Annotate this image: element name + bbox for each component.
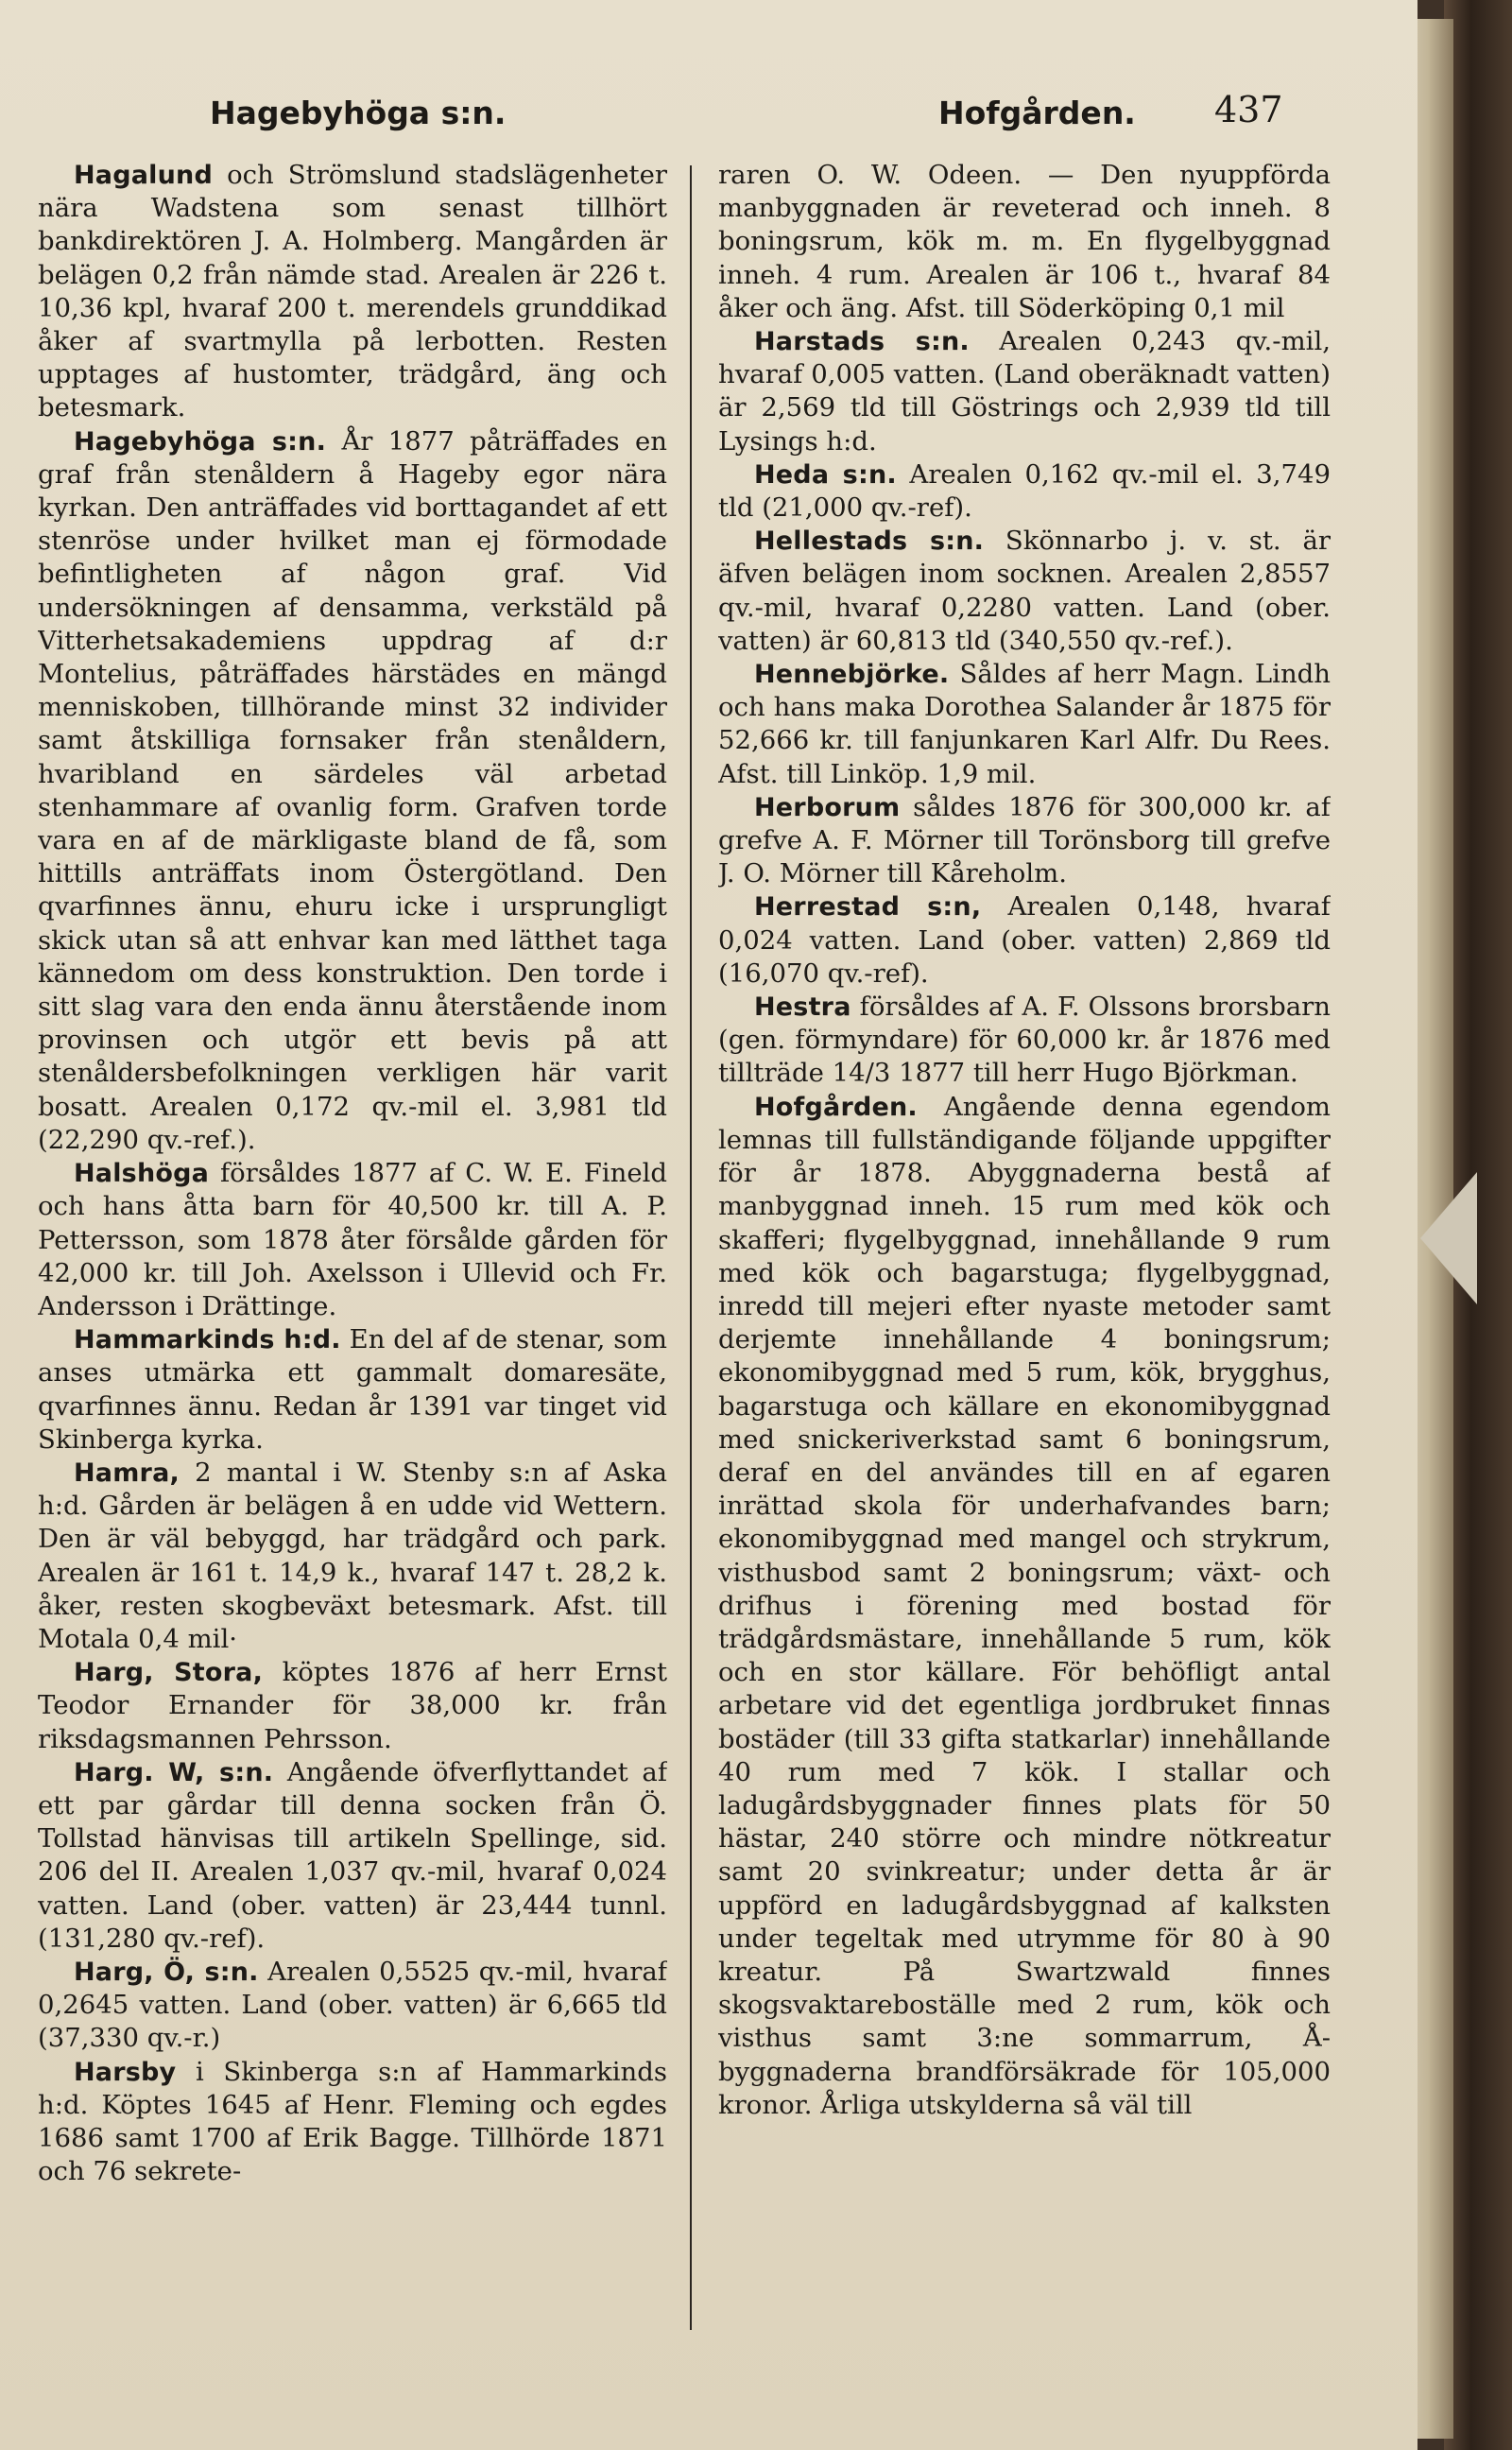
entry-text: Skönnarbo j. v. st. är äfven belägen inom socknen. Arealen 2,8557 qv.-mil, hvaraf 0,2280 vatten. Land (ober. vatten) är 60,813 tld (340,550 qv.-ref.).	[718, 526, 1331, 656]
entry-headword: Harsby	[74, 2057, 177, 2087]
entry-text: Arealen 0,162 qv.-mil el. 3,749 tld (21,000 qv.-ref).	[718, 458, 1331, 524]
dictionary-entry	[718, 991, 1331, 1091]
entry-text: Arealen 0,148, hvaraf 0,024 vatten. Land (ober. vatten) 2,869 tld (16,070 qv.-ref).	[718, 891, 1331, 989]
entry-headword: Halshöga	[74, 1159, 210, 1189]
entry-headword: Harstads s:n.	[754, 327, 970, 357]
dictionary-entry	[718, 325, 1331, 458]
dictionary-entry	[38, 425, 667, 1157]
left-text-column	[38, 159, 667, 2342]
entry-headword: Harg, Ö, s:n.	[74, 1957, 259, 1987]
dictionary-entry	[38, 1956, 667, 2056]
entry-text: 2 mantal i W. Stenby s:n af Aska h:d. Gården är belägen å en udde vid Wettern. Den är väl bebyggd, har trädgård och park. Arealen är 161 t. 14,9 k., hvaraf 147 t. 28,2 k. åker, resten skogbeväxt betesmark. Afst. till Motala 0,4 mil·	[38, 1457, 667, 1654]
dictionary-entry	[38, 1756, 667, 1956]
entry-text: och Strömslund stadslägenheter nära Wadstena som senast tillhört bankdirektören J. A. Holmberg. Mangården är belägen 0,2 från nämde stad. Arealen är 226 t. 10,36 kpl, hvaraf 200 t. merendels grunddikad åker af svartmylla på lerbotten. Resten upptages af hustomter, trädgård, äng och betesmark.	[38, 160, 667, 423]
entry-headword: Hellestads s:n.	[754, 526, 985, 557]
entry-headword: Hofgården.	[754, 1092, 918, 1122]
dictionary-entry	[718, 791, 1331, 891]
dictionary-entry	[38, 2056, 667, 2189]
entry-text: försåldes af A. F. Olssons brorsbarn (gen. förmyndare) för 60,000 kr. år 1876 med tillträde 14/3 1877 till herr Hugo Björkman.	[718, 992, 1331, 1089]
dictionary-entry	[38, 1323, 667, 1457]
entry-text: försåldes 1877 af C. W. E. Fineld och hans åtta barn för 40,500 kr. till A. P. Pettersson, som 1878 åter försålde gården för 42,000 kr. till Joh. Axelsson i Ullevid och Fr. Andersson i Drättinge.	[38, 1158, 667, 1321]
entry-text: En del af de stenar, som anses utmärka ett gammalt domaresäte, qvarfinnes ännu. Redan år 1391 var tinget vid Skinberga kyrka.	[38, 1324, 667, 1455]
entry-text: såldes 1876 för 300,000 kr. af grefve A. F. Mörner till Torönsborg till grefve J. O. Mörner till Kåreholm.	[718, 791, 1331, 889]
entry-headword: Hagalund	[74, 161, 213, 190]
entry-headword: Hestra	[754, 992, 851, 1023]
dictionary-entry	[38, 1157, 667, 1323]
entry-text: i Skinberga s:n af Hammarkinds h:d. Köptes 1645 af Henr. Fleming och egdes 1686 samt 1700 af Erik Bagge. Tillhörde 1871 och 76 sekrete-	[38, 2056, 667, 2187]
entry-text: Arealen 0,243 qv.-mil, hvaraf 0,005 vatten. (Land oberäknadt vatten) är 2,569 tld till Göstrings och 2,939 tld till Lysings h:d.	[718, 326, 1331, 457]
entry-headword: Herrestad s:n,	[754, 892, 982, 923]
dictionary-entry	[718, 658, 1331, 791]
page-header	[0, 89, 1418, 142]
dictionary-entry	[718, 159, 1331, 325]
entry-text: Såldes af herr Magn. Lindh och hans maka Dorothea Salander år 1875 för 52,666 kr. till fanjunkaren Karl Alfr. Du Rees. Afst. till Linköp. 1,9 mil.	[718, 659, 1331, 789]
dictionary-entry	[38, 1656, 667, 1756]
right-running-head: Hofgården.	[938, 95, 1136, 131]
page-number: 437	[1214, 89, 1283, 130]
entry-text: Angående öfverflyttandet af ett par gårdar till denna socken från Ö. Tollstad hänvisas till artikeln Spellinge, sid. 206 del II. Arealen 1,037 qv.-mil, hvaraf 0,024 vatten. Land (ober. vatten) är 23,444 tunnl. (131,280 qv.-ref).	[38, 1756, 667, 1954]
entry-headword: Harg, Stora,	[74, 1658, 264, 1688]
entry-text: År 1877 påträffades en graf från stenåldern å Hageby egor nära kyrkan. Den anträffades vid borttagandet af ett stenröse under hvilket man ej förmodade befintligheten af någon graf. Vid undersökningen af densamma, verkstäld på Vitterhetsakademiens uppdrag af d:r Montelius, påträffades härstädes en mängd menniskoben, tillhörande minst 32 individer samt åtskilliga fornsaker från stenåldern, hvaribland en särdeles väl arbetad stenhammare af ovanlig form. Grafven torde vara en af de märkligaste bland de få, som hittills anträffats inom Östergötland. Den qvarfinnes ännu, ehuru icke i ursprungligt skick utan så att enhvar kan med lätthet taga kännedom om dess konstruktion. Den torde i sitt slag vara den enda ännu återstående inom provinsen och utgör ett bevis på att stenåldersbefolkningen verkligen här varit bosatt. Arealen 0,172 qv.-mil el. 3,981 tld (22,290 qv.-ref.).	[38, 425, 667, 1155]
column-divider	[690, 165, 692, 2330]
entry-headword: Herborum	[754, 792, 901, 822]
dictionary-entry	[718, 890, 1331, 991]
entry-headword: Hagebyhöga s:n.	[74, 426, 327, 457]
entry-headword: Hennebjörke.	[754, 660, 950, 690]
right-text-column	[718, 159, 1331, 2342]
dictionary-entry	[38, 159, 667, 425]
entry-headword: Hamra,	[74, 1458, 180, 1488]
entry-headword: Heda s:n.	[754, 459, 897, 490]
left-running-head: Hagebyhöga s:n.	[210, 95, 507, 131]
dictionary-entry	[38, 1457, 667, 1656]
entry-headword: Hammarkinds h:d.	[74, 1325, 341, 1355]
entry-text: Angående denna egendom lemnas till fullständigande följande uppgifter för år 1878. Abyggnaderna bestå af manbyggnad inneh. 15 rum med kök och skafferi; flygelbyggnad, innehållande 9 rum med kök och bagarstuga; flygelbyggnad, inredd till mejeri efter nyaste metoder samt derjemte innehållande 4 boningsrum; ekonomibyggnad med 5 rum, kök, brygghus, bagarstuga och källare en ekonomibyggnad med snickeriverkstad samt 6 boningsrum, deraf en del användes till en af egaren inrättad skola för underhafvandes barn; ekonomibyggnad med mangel och strykrum, visthusbod samt 2 boningsrum; växt- och drifhus i förening med bostad för trädgårdsmästare, innehållande 5 rum, kök och en stor källare. För behöfligt antal arbetare vid det egentliga jordbruket finnas bostäder (till 33 gifta statkarlar) innehållande 40 rum med 7 kök. I stallar och ladugårdsbyggnader finnes plats för 50 hästar, 240 större och mindre nötkreatur samt 20 svinkreatur; under detta år är uppförd en ladugårdsbyggnad af kalksten under tegeltak med utrymme för 80 à 90 kreatur. På Swartzwald finnes skogsvaktareboställe med 2 rum, kök och visthus samt 3:ne sommarrum, Å- byggnaderna brandförsäkrade för 105,000 kronor. Årliga utskylderna så väl till	[718, 1091, 1331, 2120]
entry-text: köptes 1876 af herr Ernst Teodor Ernander för 38,000 kr. från riksdagsmannen Pehrsson.	[38, 1657, 667, 1754]
entry-text: raren O. W. Odeen. — Den nyuppförda manbyggnaden är reveterad och inneh. 8 boningsrum, kök m. m. En flygelbyggnad inneh. 4 rum. Arealen är 106 t., hvaraf 84 åker och äng. Afst. till Söderköping 0,1 mil	[718, 160, 1331, 323]
bookmark-tab	[1420, 1172, 1477, 1304]
dictionary-entry	[718, 458, 1331, 525]
entry-headword: Harg. W, s:n.	[74, 1757, 274, 1787]
dictionary-entry	[718, 525, 1331, 658]
dictionary-entry	[718, 1091, 1331, 2122]
entry-text: Arealen 0,5525 qv.-mil, hvaraf 0,2645 vatten. Land (ober. vatten) är 6,665 tld (37,330 qv.-r.)	[38, 1956, 667, 2054]
